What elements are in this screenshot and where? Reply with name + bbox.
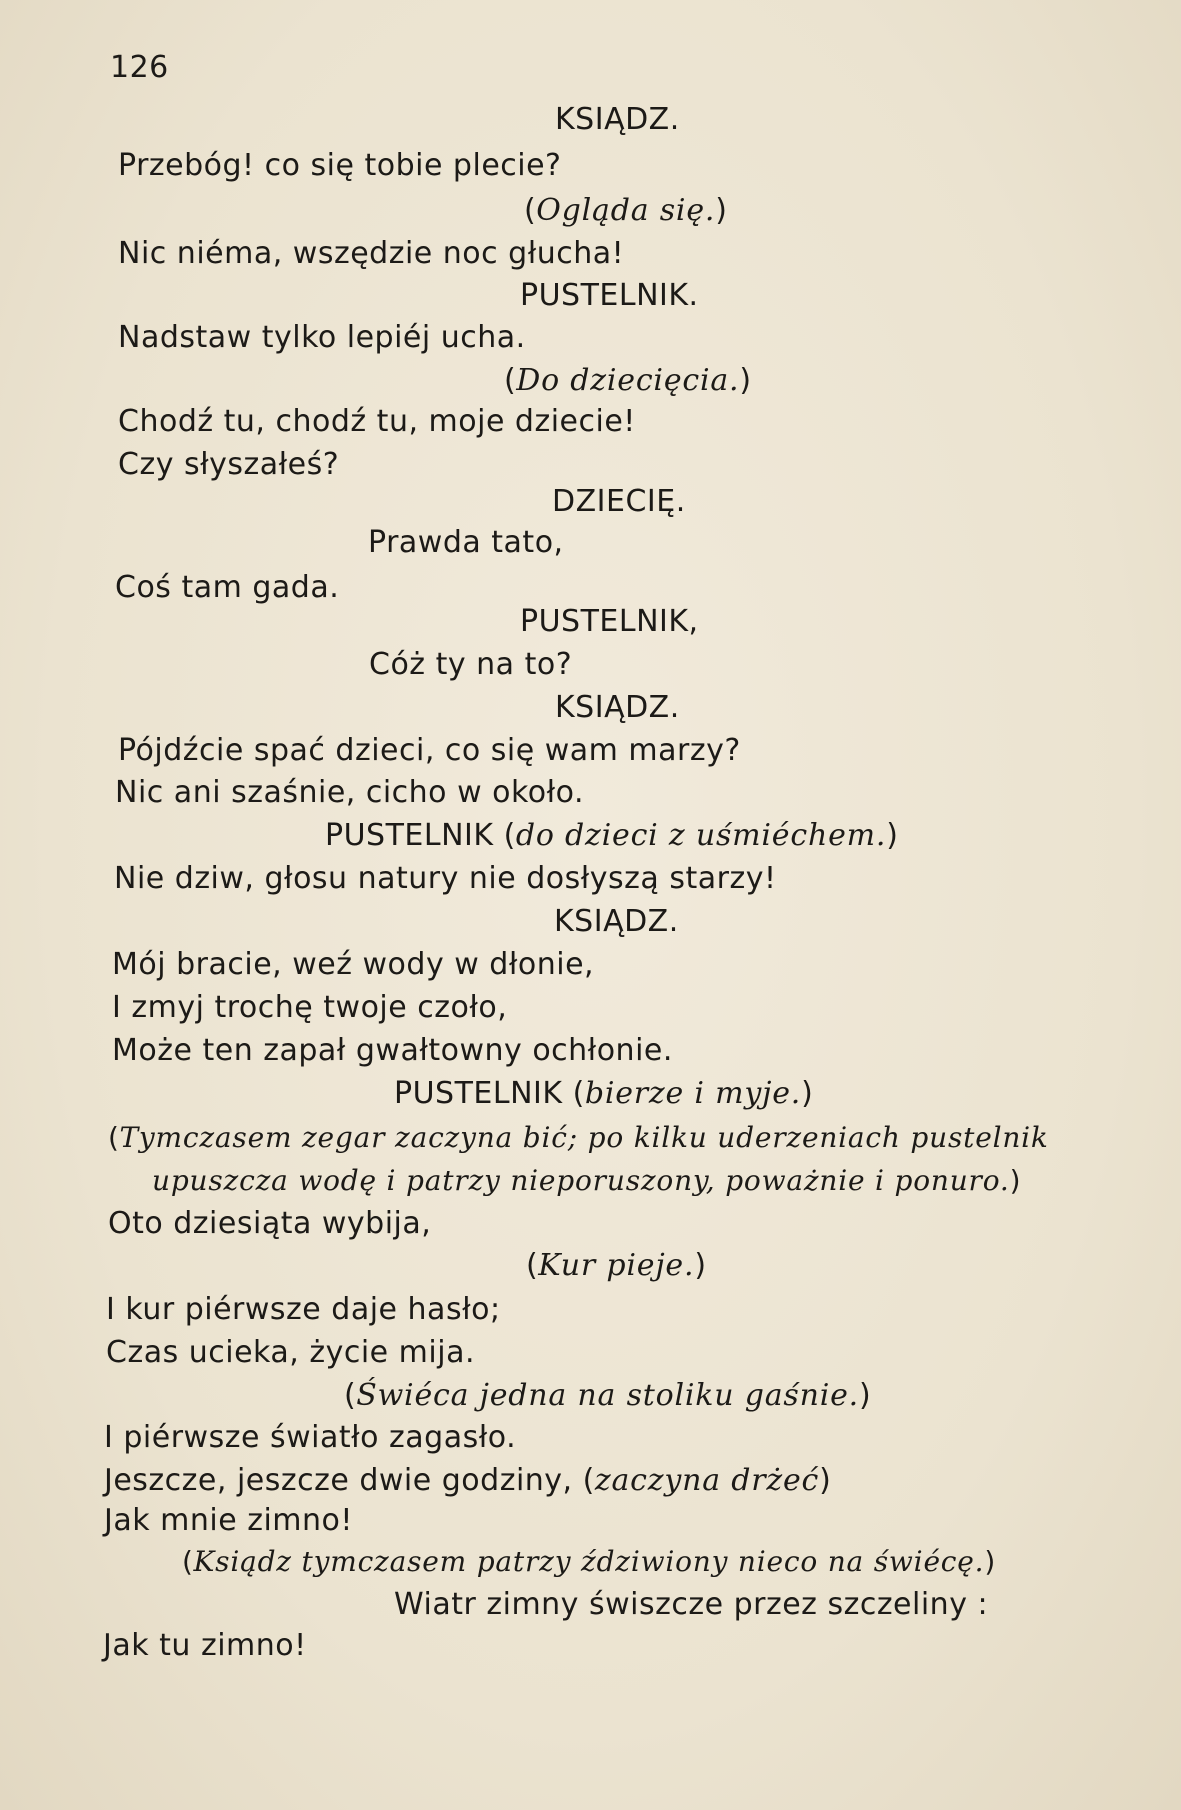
verse-line: Cóż ty na to? [369, 647, 573, 682]
verse-line: Nie dziw, głosu natury nie dosłyszą starzy! [114, 861, 777, 896]
speaker-heading: PUSTELNIK. [520, 278, 699, 313]
speaker-heading: PUSTELNIK, [520, 604, 699, 639]
verse-line: Czas ucieka, życie mija. [106, 1335, 475, 1370]
verse-line: I piérwsze światło zagasło. [104, 1420, 517, 1455]
verse-line: Wiatr zimny świszcze przez szczeliny : [394, 1587, 989, 1622]
verse-line: Jak tu zimno! [103, 1628, 307, 1663]
speaker-heading: KSIĄDZ. [555, 102, 680, 137]
verse-line: Pójdźcie spać dzieci, co się wam marzy? [118, 733, 741, 768]
verse-line: I zmyj trochę twoje czoło, [112, 990, 508, 1025]
stage-direction: upuszcza wodę i patrzy nieporuszony, poważnie i ponuro.) [152, 1164, 1022, 1197]
verse-line: Jeszcze, jeszcze dwie godziny, (zaczyna drżeć) [104, 1463, 832, 1498]
verse-line: Nic niéma, wszędzie noc głucha! [118, 236, 625, 271]
speaker-heading: PUSTELNIK (bierze i myje.) [394, 1076, 814, 1111]
stage-direction: (Świéca jedna na stoliku gaśnie.) [344, 1378, 872, 1413]
verse-line: Oto dziesiąta wybija, [108, 1206, 432, 1241]
verse-line: I kur piérwsze daje hasło; [106, 1292, 501, 1327]
stage-direction: (Tymczasem zegar zaczyna bić; po kilku uderzeniach pustelnik [108, 1121, 1049, 1154]
verse-line: Mój bracie, weź wody w dłonie, [112, 947, 595, 982]
verse-line: Jak mnie zimno! [104, 1503, 353, 1538]
stage-direction: (Ogląda się.) [524, 193, 728, 228]
speaker-heading: DZIECIĘ. [552, 484, 686, 519]
stage-direction: (Kur pieje.) [526, 1248, 707, 1283]
verse-line: Prawda tato, [368, 525, 564, 560]
verse-line: Chodź tu, chodź tu, moje dziecie! [118, 404, 636, 439]
verse-line: Nic ani szaśnie, cicho w około. [115, 775, 585, 810]
verse-line: Może ten zapał gwałtowny ochłonie. [112, 1033, 673, 1068]
stage-direction: (Ksiądz tymczasem patrzy ździwiony nieco na świécę.) [182, 1545, 996, 1578]
verse-line: Nadstaw tylko lepiéj ucha. [118, 320, 526, 355]
stage-direction: (Do dziecięcia.) [504, 363, 752, 398]
speaker-heading: PUSTELNIK (do dzieci z uśmiéchem.) [325, 818, 899, 853]
verse-line: Coś tam gada. [115, 570, 340, 605]
page-number: 126 [110, 50, 169, 85]
speaker-heading: KSIĄDZ. [555, 690, 680, 725]
verse-line: Przebóg! co się tobie plecie? [118, 148, 562, 183]
verse-line: Czy słyszałeś? [118, 447, 340, 482]
speaker-heading: KSIĄDZ. [554, 904, 679, 939]
